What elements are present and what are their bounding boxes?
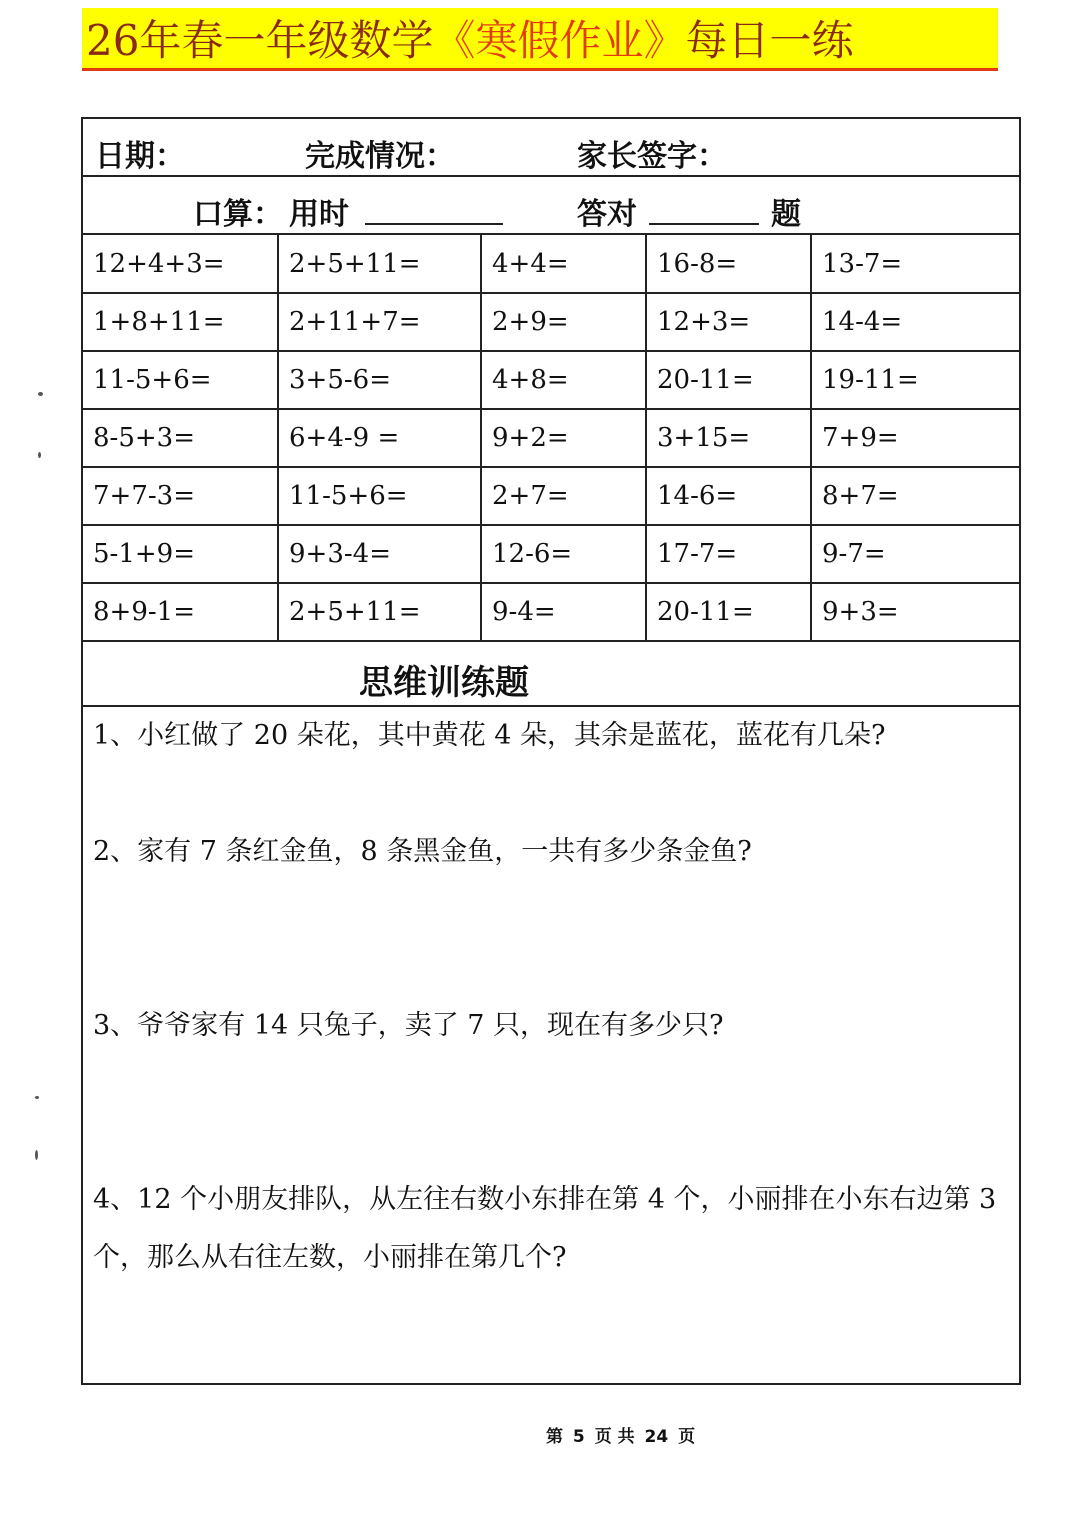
arithmetic-problem: 2+5+11=: [278, 235, 481, 293]
title-underline: [82, 68, 998, 71]
footer-suffix: 页: [678, 1427, 696, 1447]
arithmetic-problem: 4+8=: [481, 351, 646, 409]
title-banner: [82, 8, 998, 68]
arithmetic-problem: 3+15=: [646, 409, 811, 467]
arithmetic-problem: 19-11=: [811, 351, 1019, 409]
title-part-grade: 26年春一年级数学: [86, 16, 434, 65]
footer-page-total: 24: [644, 1427, 669, 1447]
problem-row: [83, 583, 1019, 641]
arithmetic-problem: 9-7=: [811, 525, 1019, 583]
word-problem-3: 3、爷爷家有 14 只兔子，卖了 7 只，现在有多少只?: [93, 1010, 724, 1041]
arithmetic-problem: 14-4=: [811, 293, 1019, 351]
oral-header-row: [83, 177, 1019, 235]
word-problem-4-line-2: 个，那么从右往左数，小丽排在第几个?: [93, 1242, 567, 1273]
arithmetic-problem: 9-4=: [481, 583, 646, 641]
arithmetic-problem: 2+5+11=: [278, 583, 481, 641]
arithmetic-problem: 12+4+3=: [83, 235, 278, 293]
problem-row: [83, 235, 1019, 293]
word-problem-4-line-1: 4、12 个小朋友排队，从左往右数小东排在第 4 个，小丽排在小东右边第 3: [93, 1184, 997, 1215]
problem-row: [83, 409, 1019, 467]
title-part-homework: 《寒假作业》: [433, 16, 686, 65]
info-row: [83, 119, 1019, 177]
scan-speck: [38, 452, 41, 458]
arithmetic-problem: 2+7=: [481, 467, 646, 525]
status-label: 完成情况：: [305, 139, 455, 174]
time-blank[interactable]: [365, 223, 503, 225]
arithmetic-problem: 11-5+6=: [278, 467, 481, 525]
correct-blank[interactable]: [649, 223, 759, 225]
arithmetic-problem: 11-5+6=: [83, 351, 278, 409]
scan-speck: [35, 1096, 39, 1099]
arithmetic-problem: 20-11=: [646, 351, 811, 409]
title-part-daily: 每日一练: [685, 16, 854, 65]
arithmetic-problem: 3+5-6=: [278, 351, 481, 409]
question-unit: 题: [771, 197, 801, 232]
arithmetic-problem: 13-7=: [811, 235, 1019, 293]
arithmetic-problem: 6+4-9 =: [278, 409, 481, 467]
arithmetic-problem: 12-6=: [481, 525, 646, 583]
arithmetic-problem: 8-5+3=: [83, 409, 278, 467]
time-label: 用时: [289, 197, 349, 232]
problem-row: [83, 293, 1019, 351]
thinking-title: 思维训练题: [359, 663, 529, 703]
arithmetic-problem: 9+2=: [481, 409, 646, 467]
arithmetic-problem: 12+3=: [646, 293, 811, 351]
arithmetic-problem: 2+9=: [481, 293, 646, 351]
arithmetic-grid: [83, 235, 1019, 642]
arithmetic-problem: 4+4=: [481, 235, 646, 293]
arithmetic-problem: 8+7=: [811, 467, 1019, 525]
footer-mid: 页 共: [594, 1427, 635, 1447]
arithmetic-problem: 2+11+7=: [278, 293, 481, 351]
thinking-section-header: [83, 647, 1019, 707]
footer-page-number: 5: [572, 1427, 585, 1447]
parent-signature-label: 家长签字：: [577, 139, 727, 174]
worksheet: [81, 117, 1021, 1385]
oral-label: 口算：: [193, 197, 283, 232]
word-problem-2: 2、家有 7 条红金鱼，8 条黑金鱼，一共有多少条金鱼?: [93, 836, 752, 867]
problem-row: [83, 525, 1019, 583]
arithmetic-problem: 9+3=: [811, 583, 1019, 641]
word-problem-1: 1、小红做了 20 朵花，其中黄花 4 朵，其余是蓝花，蓝花有几朵?: [93, 720, 886, 751]
scan-speck: [35, 1150, 38, 1160]
arithmetic-problem: 9+3-4=: [278, 525, 481, 583]
arithmetic-problem: 1+8+11=: [83, 293, 278, 351]
arithmetic-problem: 14-6=: [646, 467, 811, 525]
arithmetic-problem: 20-11=: [646, 583, 811, 641]
problem-row: [83, 351, 1019, 409]
arithmetic-problem: 16-8=: [646, 235, 811, 293]
problem-row: [83, 467, 1019, 525]
arithmetic-problem: 5-1+9=: [83, 525, 278, 583]
correct-label: 答对: [577, 197, 637, 232]
arithmetic-problem: 7+9=: [811, 409, 1019, 467]
date-label: 日期：: [95, 139, 185, 174]
footer-prefix: 第: [546, 1427, 563, 1447]
arithmetic-problem: 17-7=: [646, 525, 811, 583]
arithmetic-problem: 7+7-3=: [83, 467, 278, 525]
arithmetic-problem: 8+9-1=: [83, 583, 278, 641]
scan-speck: [38, 392, 43, 396]
